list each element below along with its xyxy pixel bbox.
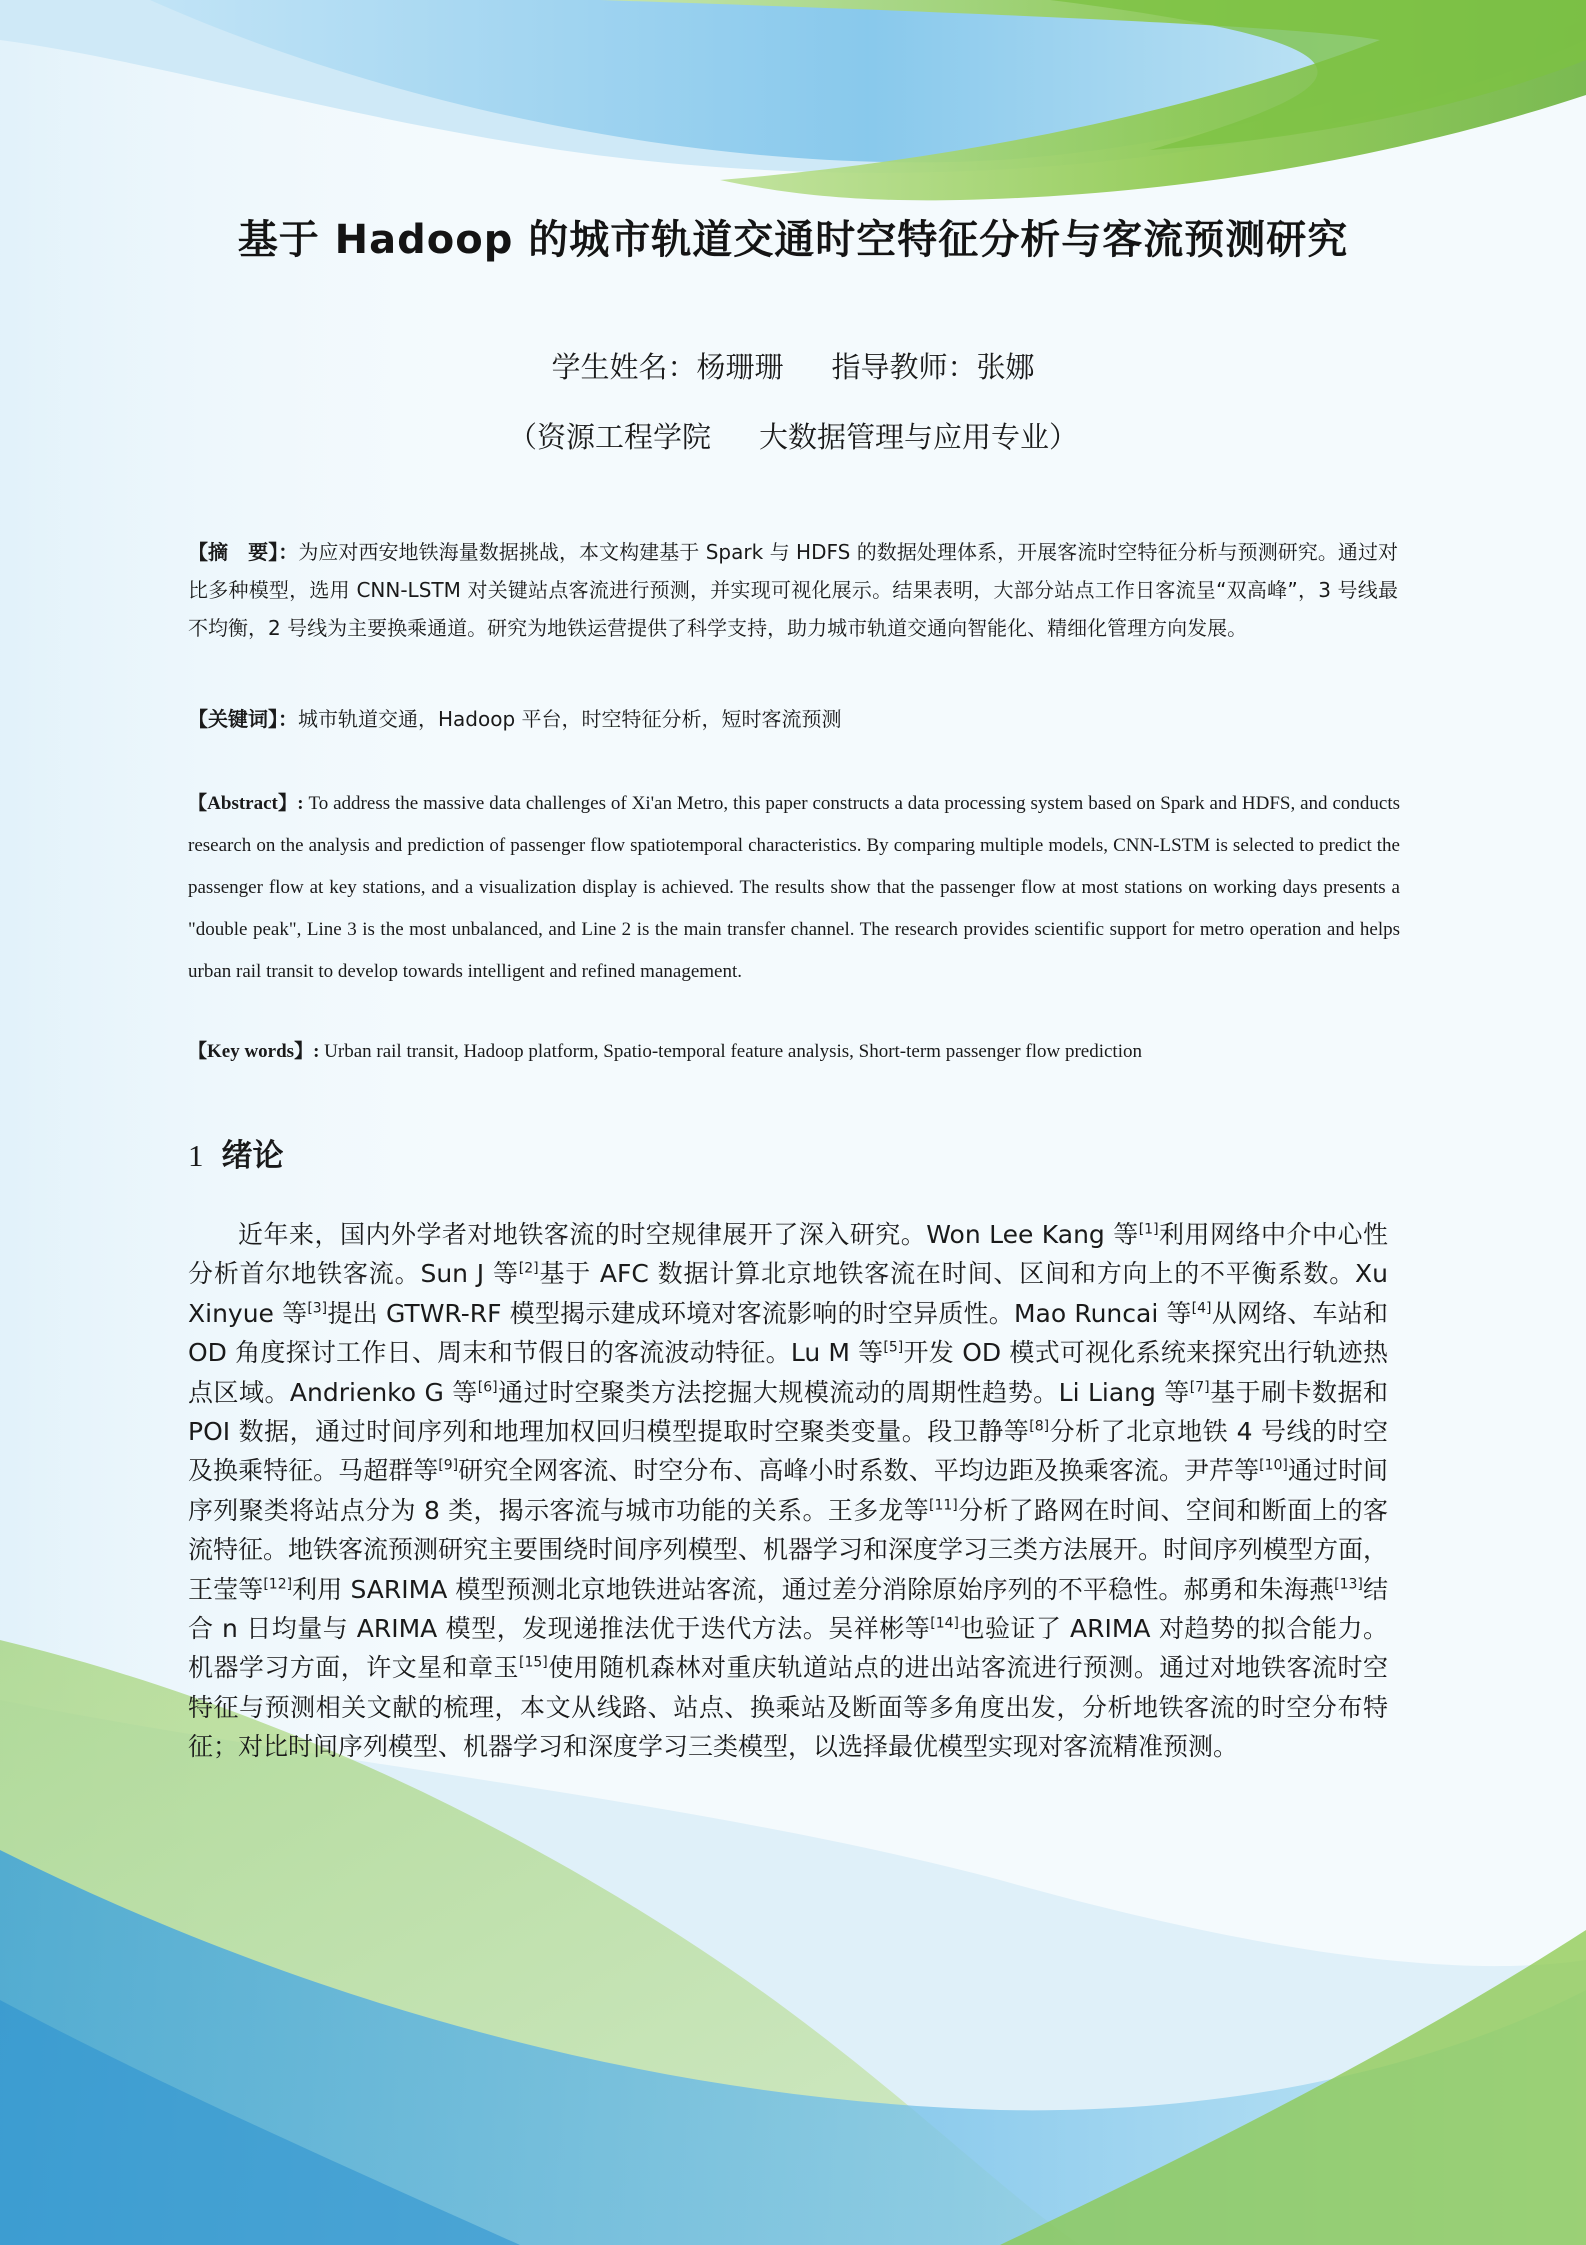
- body-text-segment: 分析了路网在时间、空间和断面上的客流特征。地铁客流预测研究主要围绕时间序列模型、机器学习和深度学习三类方法展开。时间序列模型方面，王莹等: [188, 1495, 1389, 1604]
- citation-ref: [4]: [1191, 1300, 1212, 1317]
- citation-ref: [5]: [883, 1339, 904, 1356]
- section-title: 绪论: [221, 1138, 284, 1174]
- citation-ref: [1]: [1138, 1221, 1159, 1238]
- citation-ref: [11]: [929, 1497, 958, 1514]
- english-abstract: [188, 783, 1400, 993]
- paper-title: 基于 Hadoop 的城市轨道交通时空特征分析与客流预测研究: [237, 217, 1349, 263]
- body-text-segment: 通过时空聚类方法挖掘大规模流动的周期性趋势。Li Liang 等: [497, 1377, 1190, 1407]
- chinese-keywords-text: 城市轨道交通，Hadoop 平台，时空特征分析，短时客流预测: [298, 707, 842, 731]
- section-number: 1: [188, 1138, 204, 1173]
- citation-ref: [3]: [307, 1300, 328, 1317]
- body-text-segment: 基于 AFC 数据计算北京地铁客流在时间、区间和方向上的不平衡系数。Xu Xinyue 等: [188, 1259, 1389, 1328]
- citation-ref: [8]: [1029, 1418, 1050, 1435]
- chinese-abstract-text: 为应对西安地铁海量数据挑战，本文构建基于 Spark 与 HDFS 的数据处理体系，开展客流时空特征分析与预测研究。通过对比多种模型，选用 CNN-LSTM 对关键站点客流进行预测，并实现可视化展示。结果表明，大部分站点工作日客流呈“双高峰”，3 号线最不均衡，2 号线为主要换乘通道。研究为地铁运营提供了科学支持，助力城市轨道交通向智能化、精细化管理方向发展。: [188, 540, 1399, 640]
- chinese-keywords: [188, 700, 1398, 738]
- citation-ref: [6]: [477, 1379, 498, 1396]
- english-keywords-label: 【Key words】:: [188, 1041, 320, 1062]
- citation-ref: [7]: [1189, 1379, 1210, 1396]
- author-line: [0, 345, 1586, 386]
- affiliation-school: （资源工程学院: [507, 420, 711, 454]
- body-text-segment: 提出 GTWR-RF 模型揭示建成环境对客流影响的时空异质性。Mao Runcai 等: [327, 1298, 1192, 1328]
- section-heading: [188, 1130, 284, 1175]
- body-text-segment: 利用 SARIMA 模型预测北京地铁进站客流，通过差分消除原始序列的不平稳性。郝勇和朱海燕: [292, 1574, 1335, 1604]
- citation-ref: [10]: [1259, 1458, 1288, 1475]
- chinese-keywords-label: 【关键词】：: [188, 707, 298, 731]
- body-text-segment: 分析了北京地铁 4 号线的时空及换乘特征。马超群等: [188, 1417, 1388, 1486]
- citation-ref: [14]: [930, 1615, 960, 1632]
- affiliation-line: [0, 415, 1586, 456]
- citation-ref: [12]: [263, 1576, 293, 1593]
- body-text-segment: 使用随机森林对重庆轨道站点的进出站客流进行预测。通过对地铁客流时空特征与预测相关文献的梳理，本文从线路、站点、换乘站及断面等多角度出发，分析地铁客流的时空分布特征；对比时间序列模型、机器学习和深度学习三类模型，以选择最优模型实现对客流精准预测。: [188, 1653, 1388, 1762]
- citation-ref: [9]: [438, 1458, 459, 1475]
- chinese-abstract: [188, 533, 1398, 647]
- english-keywords-text: Urban rail transit, Hadoop platform, Spatio-temporal feature analysis, Short-term passenger flow prediction: [324, 1041, 1142, 1062]
- body-text-segment: 结合 n 日均量与 ARIMA 模型，发现递推法优于迭代方法。吴祥彬等: [188, 1574, 1388, 1644]
- body-text-segment: 开发 OD 模式可视化系统来探究出行轨迹热点区域。Andrienko G 等: [188, 1338, 1388, 1407]
- body-text-segment: 利用网络中介中心性分析首尔地铁客流。Sun J 等: [188, 1220, 1388, 1289]
- body-text-segment: 通过时间序列聚类将站点分为 8 类，揭示客流与城市功能的关系。王多龙等: [188, 1456, 1388, 1525]
- citation-ref: [15]: [519, 1655, 548, 1672]
- english-abstract-text: To address the massive data challenges of Xi'an Metro, this paper constructs a data processing system based on Spark and HDFS, and conducts research on the analysis and prediction of passenger flow spatiotemporal characteristics. By comparing multiple models, CNN-LSTM is selected to predict the passenger flow at key stations, and a visualization display is achieved. The results show that the passenger flow at most stations on working days presents a "double peak", Line 3 is the most unbalanced, and Line 2 is the main transfer channel. The research provides scientific support for metro operation and helps urban rail transit to develop towards intelligent and refined management.: [188, 793, 1400, 982]
- advisor-name: 指导教师：张娜: [831, 350, 1035, 384]
- english-abstract-label: 【Abstract】:: [188, 793, 304, 814]
- citation-ref: [2]: [518, 1261, 539, 1278]
- body-text-segment: 也验证了 ARIMA 对趋势的拟合能力。机器学习方面，许文星和章玉: [188, 1614, 1388, 1683]
- body-text-segment: 近年来，国内外学者对地铁客流的时空规律展开了深入研究。Won Lee Kang 等: [238, 1220, 1139, 1249]
- introduction-paragraph: [188, 1215, 1388, 1767]
- body-text-segment: 基于刷卡数据和 POI 数据，通过时间序列和地理加权回归模型提取时空聚类变量。段卫静等: [188, 1377, 1388, 1447]
- english-keywords: [188, 1031, 1400, 1073]
- body-text-segment: 从网络、车站和 OD 角度探讨工作日、周末和节假日的客流波动特征。Lu M 等: [188, 1298, 1388, 1368]
- student-name: 学生姓名：杨珊珊: [551, 350, 784, 384]
- chinese-abstract-label: 【摘 要】：: [188, 540, 299, 564]
- citation-ref: [13]: [1334, 1576, 1363, 1593]
- affiliation-major: 大数据管理与应用专业）: [759, 420, 1079, 454]
- body-text-segment: 研究全网客流、时空分布、高峰小时系数、平均边距及换乘客流。尹芹等: [458, 1456, 1260, 1486]
